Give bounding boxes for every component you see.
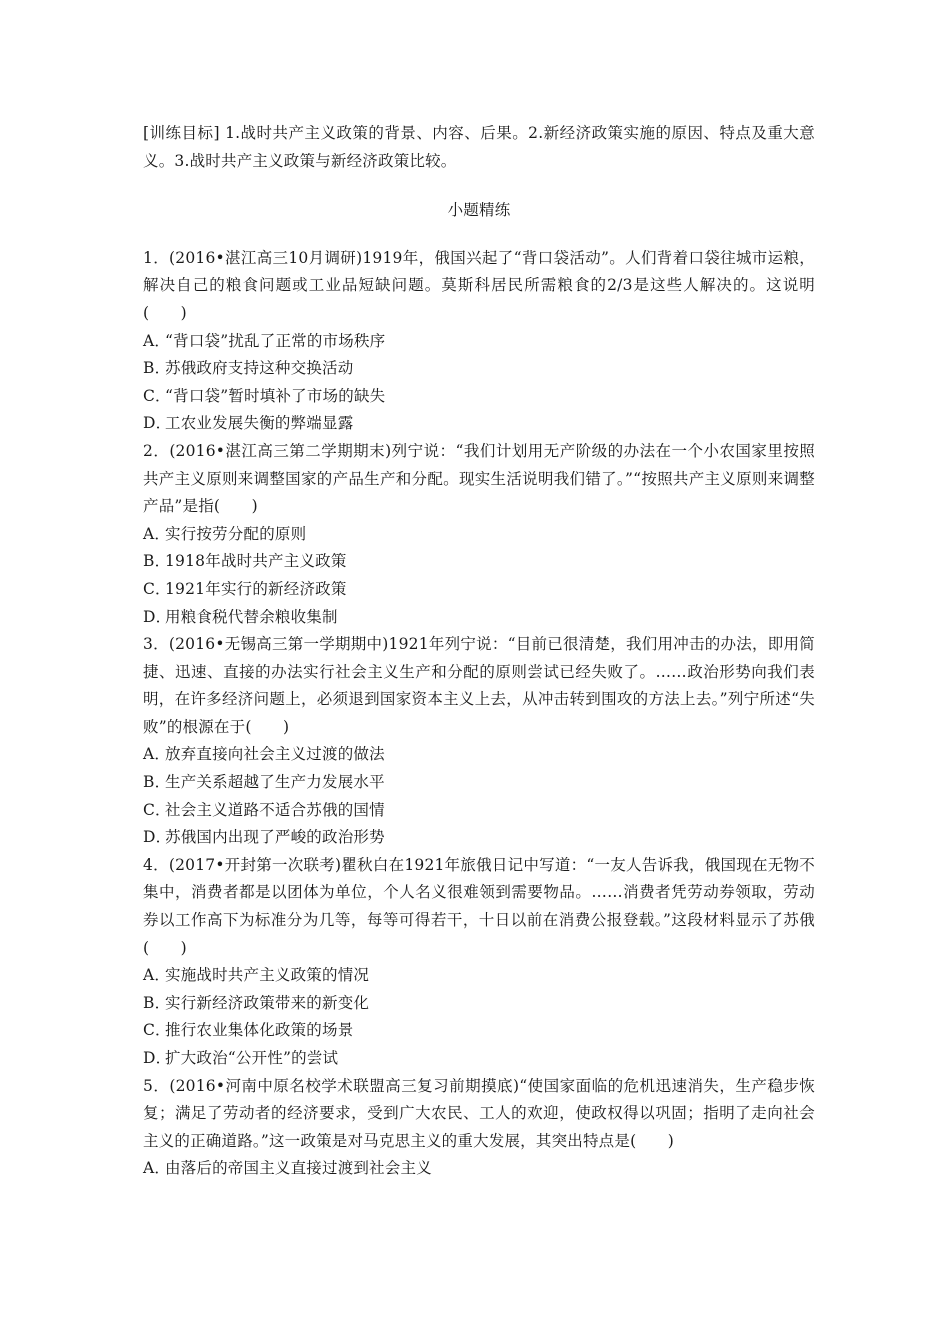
option-letter: D．: [143, 1049, 172, 1067]
question-number: 3．: [143, 635, 169, 654]
option-letter: A．: [143, 331, 171, 350]
question-number: 4．: [143, 855, 169, 874]
question-stem: [143, 631, 815, 741]
question-item: [143, 852, 815, 1073]
option-text: 苏俄政府支持这种交换活动: [165, 359, 354, 378]
question-stem: [143, 852, 815, 962]
answer-option: [143, 576, 815, 604]
option-text: 1918年战时共产主义政策: [165, 552, 347, 571]
answer-option: [143, 962, 815, 990]
question-stem: [143, 1073, 815, 1156]
answer-option: [143, 355, 815, 383]
answer-option: [143, 521, 815, 549]
option-text: 用粮食税代替余粮收集制: [165, 607, 338, 626]
answer-option: [143, 741, 815, 769]
question-number: 2．: [143, 441, 170, 460]
section-title: 小题精练: [447, 201, 511, 220]
option-text: 1921年实行的新经济政策: [165, 579, 347, 598]
option-letter: B．: [143, 773, 171, 792]
option-text: 生产关系超越了生产力发展水平: [165, 773, 385, 792]
option-text: 推行农业集体化政策的场景: [165, 1021, 354, 1040]
answer-option: [143, 1155, 815, 1183]
question-item: [143, 438, 815, 631]
answer-option: [143, 410, 815, 438]
answer-option: [143, 797, 815, 825]
option-text: 工农业发展失衡的弊端显露: [165, 414, 354, 433]
answer-option: [143, 769, 815, 797]
question-text: (2016•湛江高三第二学期期末)列宁说：“我们计划用无产阶级的办法在一个小农国家里按照共产主义原则来调整国家的产品生产和分配。现实生活说明我们错了。”“按照共产主义原则来调整产品”是指( ): [143, 441, 815, 516]
answer-option: [143, 824, 815, 852]
option-text: 实施战时共产主义政策的情况: [165, 966, 370, 985]
option-text: 实行新经济政策带来的新变化: [165, 993, 370, 1012]
question-text: (2016•湛江高三10月调研)1919年，俄国兴起了“背口袋活动”。人们背着口袋往城市运粮，解决自己的粮食问题或工业品短缺问题。莫斯科居民所需粮食的2/3是这些人解决的。这说明( ): [143, 248, 816, 322]
option-text: 放弃直接向社会主义过渡的做法: [165, 745, 385, 764]
option-letter: B．: [143, 359, 171, 378]
option-letter: B．: [143, 552, 171, 571]
option-letter: C．: [143, 800, 171, 819]
option-text: “背口袋”扰乱了正常的市场秩序: [165, 331, 386, 350]
option-letter: A．: [143, 966, 171, 985]
question-text: (2017•开封第一次联考)瞿秋白在1921年旅俄日记中写道：“一友人告诉我，俄国现在无物不集中，消费者都是以团体为单位，个人名义很难领到需要物品。……消费者凭劳动券领取，劳动券以工作高下为标准分为几等，每等可得若干，十日以前在消费公报登载。”这段材料显示了苏俄( ): [143, 855, 815, 957]
answer-option: [143, 328, 815, 356]
option-letter: C．: [143, 1021, 171, 1040]
option-text: 实行按劳分配的原则: [165, 524, 307, 543]
option-letter: C．: [143, 579, 171, 598]
question-number: 5．: [143, 1076, 170, 1095]
option-letter: D．: [143, 607, 172, 626]
option-text: 扩大政治“公开性”的尝试: [165, 1049, 339, 1067]
option-letter: B．: [143, 993, 171, 1012]
answer-option: [143, 383, 815, 411]
answer-option: [143, 1017, 815, 1045]
option-letter: A．: [143, 745, 171, 764]
option-text: 社会主义道路不适合苏俄的国情: [165, 800, 385, 819]
training-goals: [143, 120, 815, 175]
question-list: [143, 245, 815, 1183]
answer-option: [143, 1045, 815, 1073]
training-goals-label: [训练目标]: [143, 124, 220, 142]
question-item: [143, 1073, 815, 1183]
document-page: [143, 120, 815, 1183]
answer-option: [143, 604, 815, 632]
option-text: 苏俄国内出现了严峻的政治形势: [165, 828, 385, 847]
option-letter: A．: [143, 524, 171, 543]
training-goals-text: 1.战时共产主义政策的背景、内容、后果。2.新经济政策实施的原因、特点及重大意义。3.战时共产主义政策与新经济政策比较。: [143, 124, 815, 170]
option-letter: C．: [143, 386, 171, 405]
question-number: 1．: [143, 248, 170, 267]
option-letter: A．: [143, 1159, 171, 1178]
option-letter: D．: [143, 414, 172, 433]
option-letter: D．: [143, 828, 172, 847]
question-text: (2016•无锡高三第一学期期中)1921年列宁说：“目前已很清楚，我们用冲击的办法，即用简捷、迅速、直接的办法实行社会主义生产和分配的原则尝试已经失败了。……政治形势向我们表明，在许多经济问题上，必须退到国家资本主义上去，从冲击转到围攻的方法上去。”列宁所述“失败”的根源在于( ): [143, 635, 815, 736]
option-text: “背口袋”暂时填补了市场的缺失: [165, 386, 386, 405]
question-stem: [143, 438, 815, 521]
answer-option: [143, 548, 815, 576]
option-text: 由落后的帝国主义直接过渡到社会主义: [165, 1159, 432, 1178]
answer-option: [143, 990, 815, 1018]
question-text: (2016•河南中原名校学术联盟高三复习前期摸底)“使国家面临的危机迅速消失，生产稳步恢复；满足了劳动者的经济要求，受到广大农民、工人的欢迎，使政权得以巩固；指明了走向社会主义的正确道路。”这一政策是对马克思主义的重大发展，其突出特点是( ): [143, 1076, 815, 1150]
question-stem: [143, 245, 815, 328]
question-item: [143, 245, 815, 438]
question-item: [143, 631, 815, 852]
